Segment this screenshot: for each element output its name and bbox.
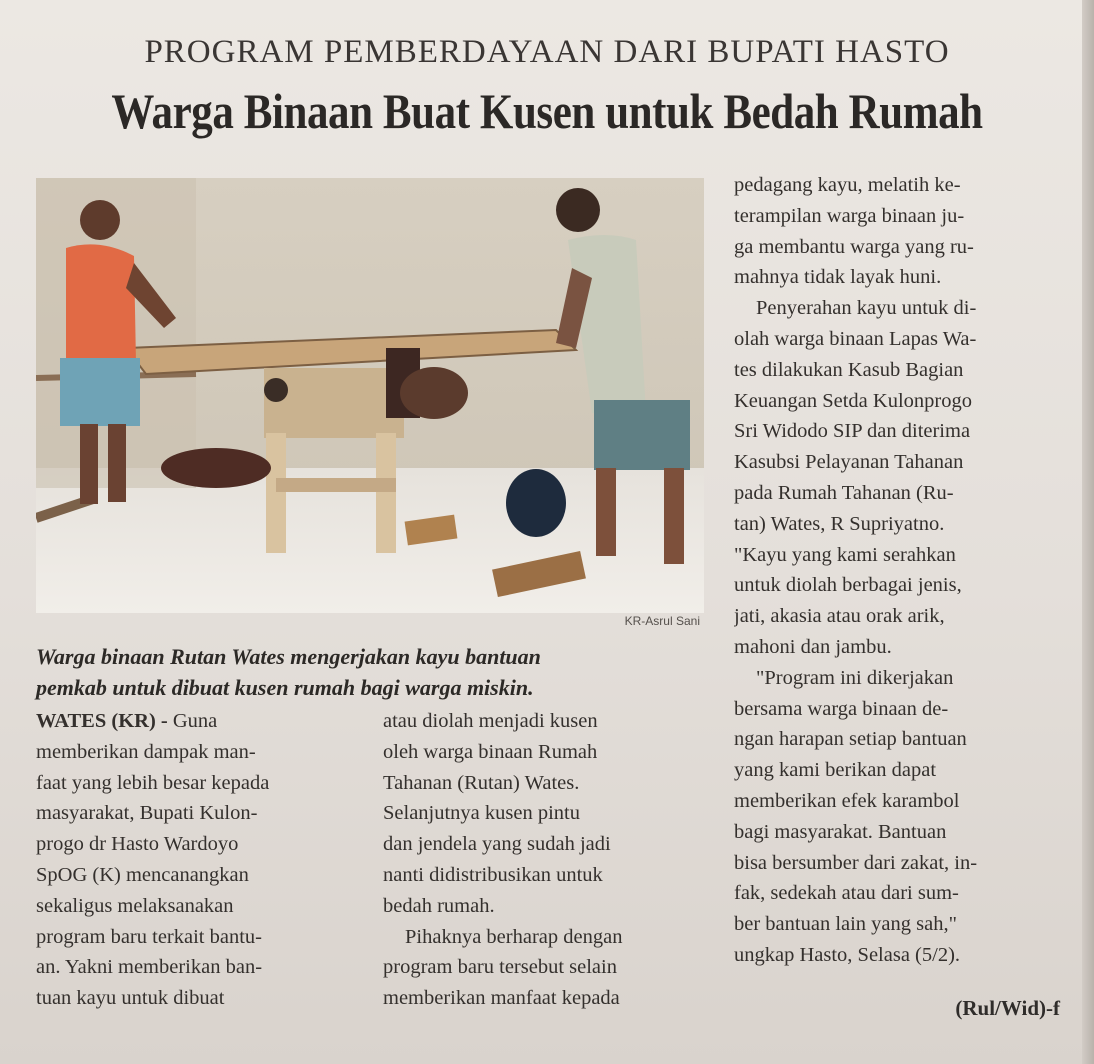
body-line: bisa bersumber dari zakat, in- — [734, 851, 978, 874]
body-line: bersama warga binaan de- — [734, 697, 949, 720]
body-line: pedagang kayu, melatih ke- — [734, 174, 961, 196]
body-line: bagi masyarakat. Bantuan — [734, 820, 947, 843]
body-line: faat yang lebih besar kepada — [36, 771, 270, 794]
body-column-1 — [36, 706, 354, 1014]
body-line: sekaligus melaksanakan — [36, 894, 234, 917]
body-line: Kasubsi Pelayanan Tahanan — [734, 451, 964, 474]
body-line: atau diolah menjadi kusen — [383, 710, 598, 732]
body-line: progo dr Hasto Wardoyo — [36, 833, 239, 856]
page-edge-shadow — [1082, 0, 1094, 1064]
body-line: ber bantuan lain yang sah," — [734, 913, 957, 936]
body-line: Sri Widodo SIP dan diterima — [734, 420, 971, 443]
body-line: Penyerahan kayu untuk di- — [756, 297, 977, 320]
caption-line: pemkab untuk dibuat kusen rumah bagi warga miskin. — [36, 675, 534, 700]
body-line: Keuangan Setda Kulonprogo — [734, 389, 972, 412]
body-line: memberikan efek karambol — [734, 789, 960, 812]
body-line: Pihaknya berharap dengan — [405, 925, 623, 948]
body-line: program baru terkait bantu- — [36, 925, 262, 948]
body-line: dan jendela yang sudah jadi — [383, 833, 611, 856]
dateline: WATES (KR) - — [36, 710, 168, 732]
body-line: fak, sedekah atau dari sum- — [734, 882, 959, 905]
body-line: mahoni dan jambu. — [734, 635, 892, 658]
body-line: ngan harapan setiap bantuan — [734, 728, 967, 751]
body-line: memberikan manfaat kepada — [383, 987, 620, 1010]
body-line: ungkap Hasto, Selasa (5/2). — [734, 943, 961, 966]
body-line: mahnya tidak layak huni. — [734, 266, 942, 289]
body-line — [36, 706, 354, 737]
body-line: Selanjutnya kusen pintu — [383, 802, 581, 825]
article-photo — [36, 178, 704, 613]
body-line-rest: Guna — [167, 710, 218, 732]
body-line: "Program ini dikerjakan — [756, 666, 954, 689]
body-line: an. Yakni memberikan ban- — [36, 956, 263, 979]
body-line: jati, akasia atau orak arik, — [734, 605, 945, 628]
body-line: masyarakat, Bupati Kulon- — [36, 802, 258, 825]
body-line: program baru tersebut selain — [383, 956, 617, 979]
body-column-3 — [734, 170, 1058, 971]
article-headline: Warga Binaan Buat Kusen untuk Bedah Rumah — [111, 83, 983, 139]
body-line: SpOG (K) mencanangkan — [36, 863, 249, 886]
body-line: olah warga binaan Lapas Wa- — [734, 327, 977, 350]
body-line: nanti didistribusikan untuk — [383, 863, 603, 886]
body-line: yang kami berikan dapat — [734, 759, 937, 782]
body-line: bedah rumah. — [383, 894, 495, 917]
caption-line: Warga binaan Rutan Wates mengerjakan kayu bantuan — [36, 644, 541, 669]
workshop-photo-illustration — [36, 178, 704, 613]
body-column-2 — [383, 706, 703, 1014]
article-kicker: PROGRAM PEMBERDAYAAN DARI BUPATI HASTO — [144, 34, 950, 70]
body-line: tan) Wates, R Supriyatno. — [734, 512, 945, 535]
body-line: memberikan dampak man- — [36, 740, 256, 763]
body-line: "Kayu yang kami serahkan — [734, 543, 956, 566]
body-line: tuan kayu untuk dibuat — [36, 987, 225, 1010]
body-line: tes dilakukan Kasub Bagian — [734, 358, 964, 381]
body-line: oleh warga binaan Rumah — [383, 740, 598, 763]
body-line: pada Rumah Tahanan (Ru- — [734, 481, 954, 504]
photo-credit: KR-Asrul Sani — [624, 614, 700, 628]
photo-caption — [36, 641, 704, 703]
body-line: terampilan warga binaan ju- — [734, 204, 965, 227]
body-line: untuk diolah berbagai jenis, — [734, 574, 962, 597]
body-line: ga membantu warga yang ru- — [734, 235, 974, 258]
body-line: Tahanan (Rutan) Wates. — [383, 771, 580, 794]
author-signature: (Rul/Wid)-f — [955, 996, 1060, 1020]
